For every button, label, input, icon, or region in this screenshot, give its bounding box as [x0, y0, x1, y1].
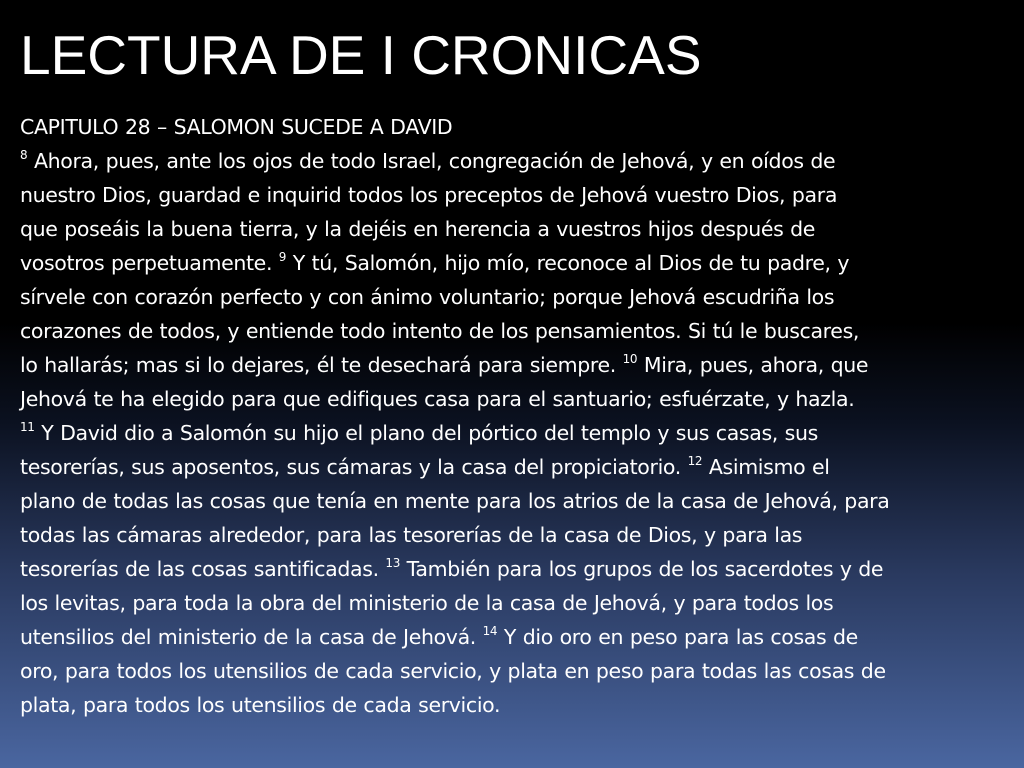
body-line [20, 688, 1020, 722]
verse-number: 9 [278, 250, 287, 264]
line-text: todas las cámaras alrededor, para las tesorerías de la casa de Dios, y para las [20, 523, 803, 547]
body-line [20, 110, 1020, 144]
body-line [20, 348, 1020, 382]
slide-title: LECTURA DE I CRONICAS [20, 24, 702, 86]
line-text: Y tú, Salomón, hijo mío, reconoce al Dios de tu padre, y [286, 251, 850, 275]
verse-number: 13 [385, 556, 400, 570]
body-line [20, 382, 1020, 416]
line-text: sírvele con corazón perfecto y con ánimo voluntario; porque Jehová escudriña los [20, 285, 835, 309]
body-line [20, 654, 1020, 688]
line-text: Jehová te ha elegido para que edifiques casa para el santuario; esfuérzate, y hazla. [20, 387, 855, 411]
body-line [20, 518, 1020, 552]
body-line [20, 450, 1020, 484]
line-text: corazones de todos, y entiende todo intento de los pensamientos. Si tú le buscares, [20, 319, 860, 343]
body-line [20, 586, 1020, 620]
line-text: los levitas, para toda la obra del ministerio de la casa de Jehová, y para todos los [20, 591, 834, 615]
body-line [20, 552, 1020, 586]
line-text: plata, para todos los utensilios de cada servicio. [20, 693, 501, 717]
body-line [20, 416, 1020, 450]
line-text: que poseáis la buena tierra, y la dejéis en herencia a vuestros hijos después de [20, 217, 816, 241]
body-line [20, 484, 1020, 518]
line-text: lo hallarás; mas si lo dejares, él te desechará para siempre. [20, 353, 623, 377]
line-text: vosotros perpetuamente. [20, 251, 279, 275]
line-text: Y David dio a Salomón su hijo el plano del pórtico del templo y sus casas, sus [34, 421, 818, 445]
verse-number: 14 [482, 624, 498, 638]
body-line [20, 246, 1020, 280]
line-text: Mira, pues, ahora, que [637, 353, 869, 377]
body-line [20, 620, 1020, 654]
body-line [20, 178, 1020, 212]
body-line [20, 314, 1020, 348]
body-line [20, 280, 1020, 314]
slide-body [20, 110, 1020, 722]
line-text: nuestro Dios, guardad e inquirid todos los preceptos de Jehová vuestro Dios, para [20, 183, 838, 207]
body-line [20, 144, 1020, 178]
verse-number: 11 [20, 420, 35, 434]
line-text: plano de todas las cosas que tenía en mente para los atrios de la casa de Jehová, para [20, 489, 890, 513]
line-text: utensilios del ministerio de la casa de Jehová. [20, 625, 483, 649]
line-text: Ahora, pues, ante los ojos de todo Israel, congregación de Jehová, y en oídos de [27, 149, 836, 173]
line-text: oro, para todos los utensilios de cada servicio, y plata en peso para todas las cosas de [20, 659, 886, 683]
verse-number: 8 [20, 148, 28, 162]
line-text: También para los grupos de los sacerdotes y de [399, 557, 884, 581]
line-text: Asimismo el [702, 455, 830, 479]
body-line [20, 212, 1020, 246]
verse-number: 12 [687, 454, 703, 468]
line-text: tesorerías, sus aposentos, sus cámaras y la casa del propiciatorio. [20, 455, 688, 479]
line-text: Y dio oro en peso para las cosas de [497, 625, 858, 649]
line-text: tesorerías de las cosas santificadas. [20, 557, 386, 581]
line-text: CAPITULO 28 – SALOMON SUCEDE A DAVID [20, 115, 453, 139]
verse-number: 10 [622, 352, 638, 366]
